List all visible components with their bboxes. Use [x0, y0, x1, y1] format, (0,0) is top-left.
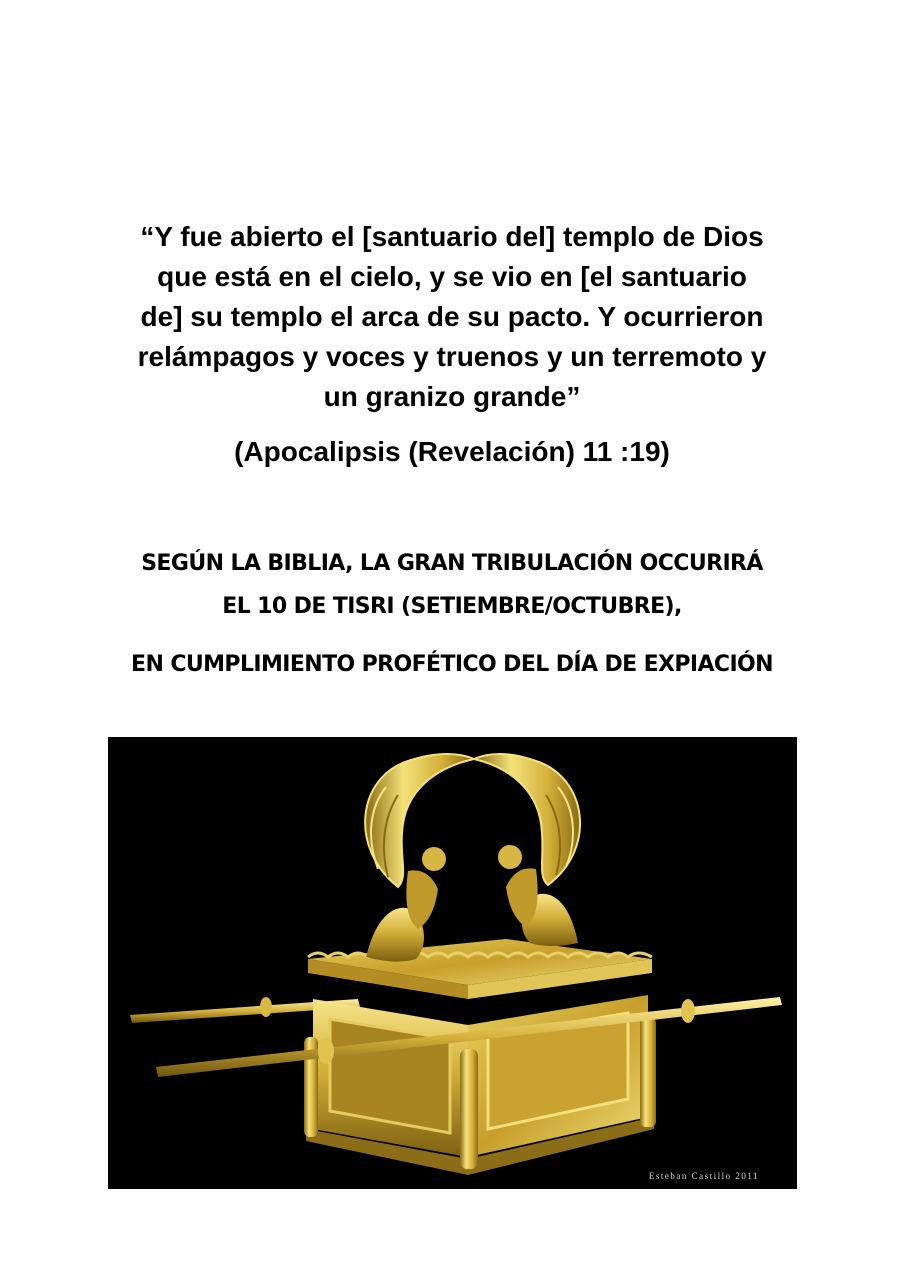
statement-line: SEGÚN LA BIBLIA, LA GRAN TRIBULACIÓN OCCURIRÁ — [141, 551, 763, 576]
pole-ring — [318, 1038, 334, 1064]
pole-ring — [681, 999, 695, 1023]
statement-line: EN CUMPLIMIENTO PROFÉTICO DEL DÍA DE EXPIACIÓN — [131, 652, 773, 677]
pole-ring — [260, 997, 272, 1017]
scripture-quote — [95, 217, 809, 417]
ark-of-covenant-image — [108, 737, 797, 1189]
chest-foot — [460, 1049, 478, 1169]
artist-signature: Esteban Castillo 2011 — [648, 1171, 759, 1181]
cherub-right — [474, 754, 580, 946]
cherub-left-wing — [365, 754, 474, 887]
statement-line: EL 10 DE TISRI (SETIEMBRE/OCTUBRE), — [222, 594, 682, 619]
quote-line: de] su templo el arca de su pacto. Y ocurrieron — [140, 301, 764, 332]
scripture-reference: (Apocalipsis (Revelación) 11 :19) — [234, 436, 670, 467]
chest-foot — [640, 1017, 656, 1127]
cherub-left — [365, 754, 474, 962]
quote-line: que está en el cielo, y se vio en [el santuario — [157, 261, 747, 292]
ark-illustration — [108, 737, 797, 1189]
quote-line: relámpagos y voces y truenos y un terremoto y — [137, 341, 767, 372]
cherub-right-wing — [474, 754, 580, 885]
quote-line: un granizo grande” — [323, 381, 581, 412]
quote-line: “Y fue abierto el [santuario del] templo de Dios — [140, 221, 764, 252]
